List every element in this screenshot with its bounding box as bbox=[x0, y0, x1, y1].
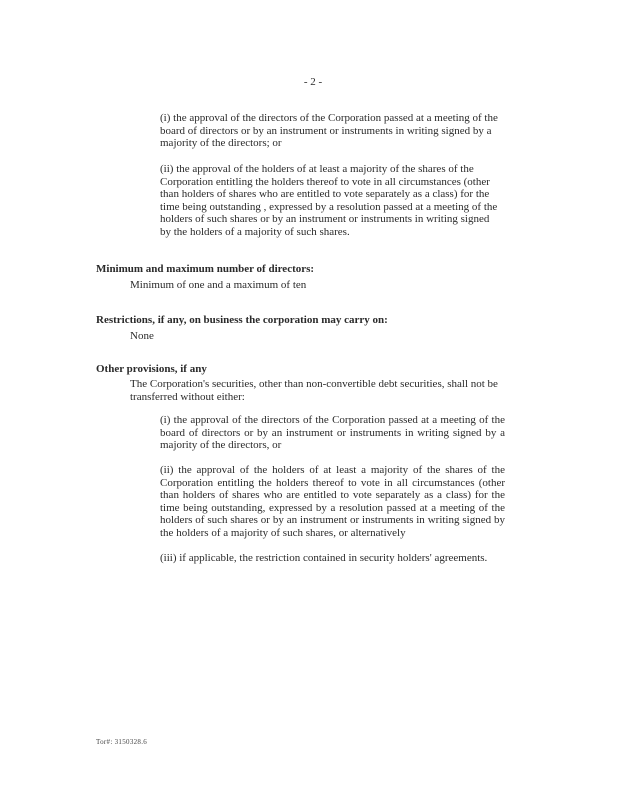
other-provisions-intro: The Corporation's securities, other than non-convertible debt securities, shall not be transferred without either: bbox=[130, 378, 498, 403]
directors-value: Minimum of one and a maximum of ten bbox=[130, 279, 307, 291]
upper-clause-i: (i) the approval of the directors of the Corporation passed at a meeting of the board of directors or by an instrument or instruments in writing signed by a majority of the directors; or bbox=[160, 112, 498, 150]
page-number: - 2 - bbox=[303, 76, 323, 88]
restrictions-heading: Restrictions, if any, on business the corporation may carry on: bbox=[96, 314, 388, 326]
directors-heading: Minimum and maximum number of directors: bbox=[96, 263, 315, 275]
other-provisions-heading: Other provisions, if any bbox=[96, 363, 207, 375]
document-reference: Tor#: 3150328.6 bbox=[96, 738, 148, 746]
restrictions-value: None bbox=[130, 330, 154, 342]
upper-clause-ii: (ii) the approval of the holders of at least a majority of the shares of the Corporation entitling the holders thereof to vote in all circumstances (other than holders of shares who are entitled to vote separately as a class) for the time being outstanding , expressed by a resolution passed at a meeting of the holders of such shares or by an instrument or instruments in writing signed by the holders of a majority of such shares. bbox=[160, 163, 498, 238]
provision-clause-ii: (ii) the approval of the holders of at least a majority of the shares of the Corporation entitling the holders thereof to vote in all circumstances (other than holders of shares who are entitled to vote separately as a class) for the time being outstanding, expressed by a resolution passed at a meeting of the holders of such shares or by an instrument or instruments in writing signed by the holders of a majority of such shares, or alternatively bbox=[160, 464, 505, 539]
provision-clause-iii: (iii) if applicable, the restriction contained in security holders' agreements. bbox=[160, 552, 488, 564]
provision-clause-i: (i) the approval of the directors of the Corporation passed at a meeting of the board of directors or by an instrument or instruments in writing signed by a majority of the directors, or bbox=[160, 414, 505, 452]
